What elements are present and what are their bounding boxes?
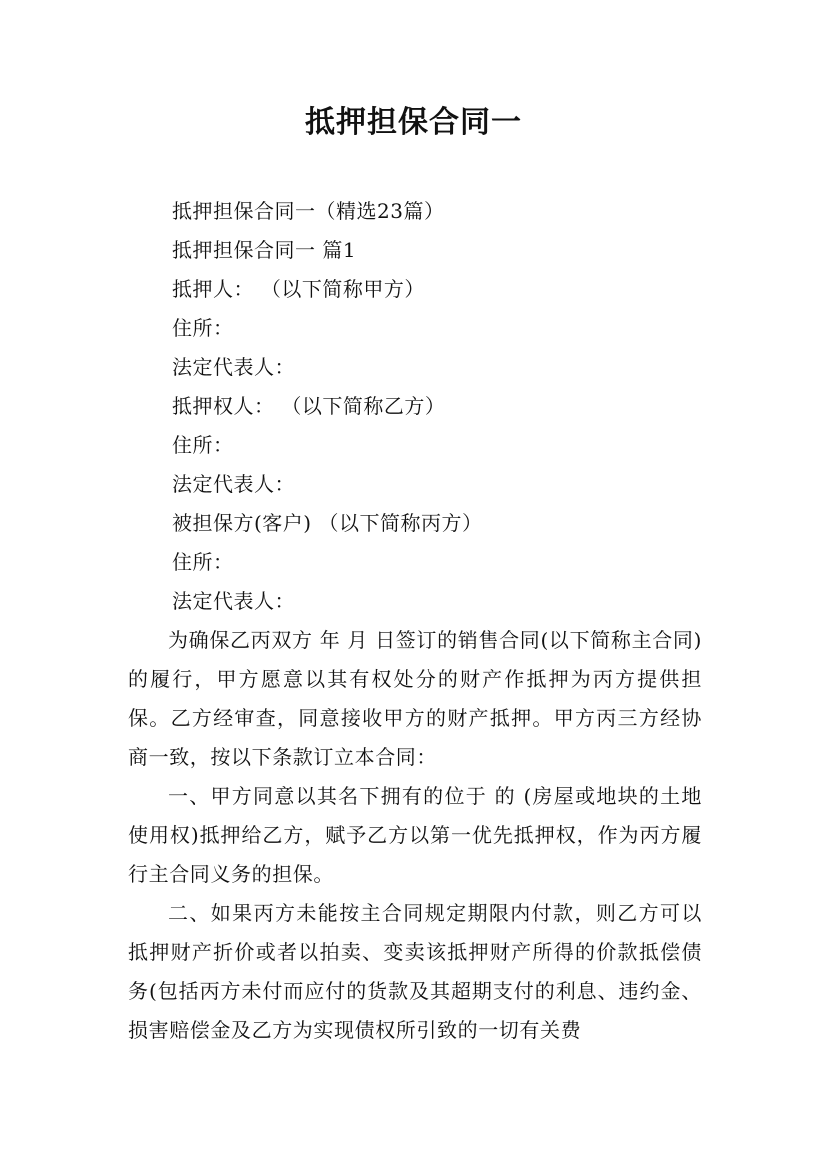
mortgagor-address-line: 住所： (172, 316, 234, 340)
preamble-paragraph: 为确保乙丙双方 年 月 日签订的销售合同(以下简称主合同)的履行，甲方愿意以其有权处分的财产作抵押为丙方提供担保。乙方经审查，同意接收甲方的财产抵押。甲方丙三方经协商一致，按以下条款订立本合同： (128, 628, 702, 769)
mortgagor-representative-line: 法定代表人： (172, 355, 295, 379)
document-title: 抵押担保合同一 (305, 105, 522, 140)
document-body (128, 192, 702, 1050)
mortgagee-representative-line: 法定代表人： (172, 472, 295, 496)
guaranteed-party-address-line: 住所： (172, 550, 234, 574)
subtitle-line: 抵押担保合同一（精选23篇） (172, 199, 445, 223)
clause-1-paragraph: 一、甲方同意以其名下拥有的位于 的 (房屋或地块的土地使用权)抵押给乙方，赋予乙方以第一优先抵押权，作为丙方履行主合同义务的担保。 (128, 784, 702, 886)
guaranteed-party-representative-line: 法定代表人： (172, 589, 295, 613)
clause-2-paragraph: 二、如果丙方未能按主合同规定期限内付款，则乙方可以抵押财产折价或者以拍卖、变卖该抵押财产所得的价款抵偿债务(包括丙方未付而应付的货款及其超期支付的利息、违约金、损害赔偿金及乙方为实现债权所引致的一切有关费 (128, 901, 702, 1042)
mortgagee-address-line: 住所： (172, 433, 234, 457)
section-heading: 抵押担保合同一 篇1 (172, 238, 357, 262)
guaranteed-party-line: 被担保方(客户) （以下简称丙方） (172, 511, 483, 535)
mortgagor-line: 抵押人： （以下简称甲方） (172, 277, 425, 301)
mortgagee-line: 抵押权人： （以下简称乙方） (172, 394, 446, 418)
